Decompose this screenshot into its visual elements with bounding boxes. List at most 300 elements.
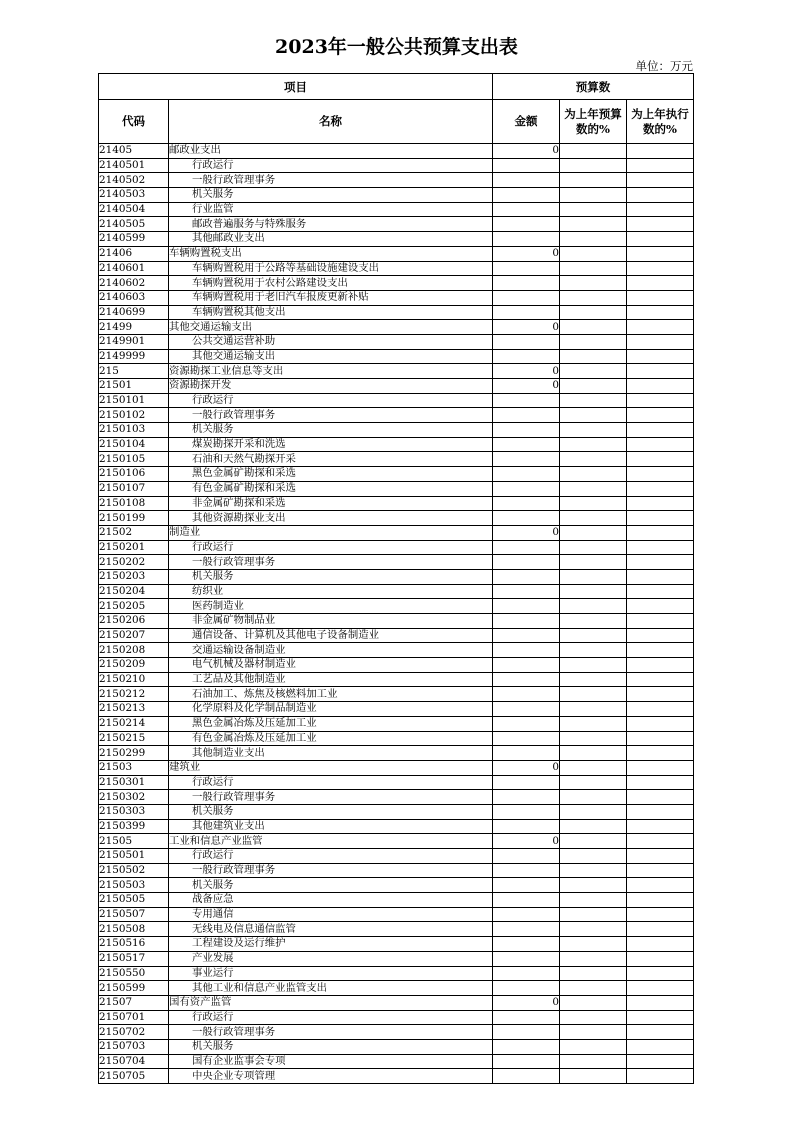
table-row	[99, 981, 694, 996]
row-amount: 0	[493, 246, 560, 261]
row-code: 2150702	[99, 1025, 169, 1040]
row-code: 2150503	[99, 878, 169, 893]
row-amount	[493, 158, 560, 173]
row-amount: 0	[493, 144, 560, 159]
row-name: 其他邮政业支出	[169, 232, 493, 247]
row-name: 电气机械及器材制造业	[169, 658, 493, 673]
row-pct-prev-exec	[627, 966, 694, 981]
row-name: 行政运行	[169, 540, 493, 555]
row-pct-prev-budget	[560, 217, 627, 232]
row-pct-prev-budget	[560, 305, 627, 320]
row-amount	[493, 893, 560, 908]
row-pct-prev-budget	[560, 614, 627, 629]
row-name: 机关服务	[169, 423, 493, 438]
row-amount	[493, 217, 560, 232]
table-row	[99, 511, 694, 526]
row-pct-prev-budget	[560, 658, 627, 673]
row-amount	[493, 496, 560, 511]
row-pct-prev-budget	[560, 202, 627, 217]
row-code: 2150107	[99, 481, 169, 496]
row-pct-prev-exec	[627, 276, 694, 291]
row-name: 其他建筑业支出	[169, 819, 493, 834]
row-pct-prev-exec	[627, 423, 694, 438]
row-name: 车辆购置税其他支出	[169, 305, 493, 320]
table-row	[99, 922, 694, 937]
row-name: 资源勘探开发	[169, 379, 493, 394]
row-pct-prev-budget	[560, 408, 627, 423]
table-row	[99, 628, 694, 643]
row-pct-prev-budget	[560, 878, 627, 893]
row-code: 2140699	[99, 305, 169, 320]
row-name: 车辆购置税用于农村公路建设支出	[169, 276, 493, 291]
row-name: 建筑业	[169, 760, 493, 775]
row-pct-prev-budget	[560, 364, 627, 379]
row-pct-prev-budget	[560, 290, 627, 305]
row-pct-prev-budget	[560, 173, 627, 188]
row-name: 行政运行	[169, 775, 493, 790]
row-code: 2150303	[99, 804, 169, 819]
row-name: 无线电及信息通信监管	[169, 922, 493, 937]
row-pct-prev-exec	[627, 452, 694, 467]
row-pct-prev-exec	[627, 364, 694, 379]
row-pct-prev-exec	[627, 716, 694, 731]
row-amount	[493, 540, 560, 555]
row-name: 一般行政管理事务	[169, 863, 493, 878]
header-pct-prev-exec	[627, 100, 694, 144]
row-code: 2150203	[99, 569, 169, 584]
row-name: 其他工业和信息产业监管支出	[169, 981, 493, 996]
row-name: 工程建设及运行维护	[169, 937, 493, 952]
header-code: 代码	[99, 100, 169, 144]
row-pct-prev-exec	[627, 672, 694, 687]
table-row	[99, 863, 694, 878]
table-row	[99, 555, 694, 570]
row-pct-prev-budget	[560, 188, 627, 203]
row-code: 2150208	[99, 643, 169, 658]
header-pct-prev-exec-text: 为上年执行数的%	[631, 106, 689, 136]
row-pct-prev-budget	[560, 232, 627, 247]
row-pct-prev-budget	[560, 775, 627, 790]
table-row	[99, 423, 694, 438]
row-pct-prev-exec	[627, 1010, 694, 1025]
row-amount	[493, 452, 560, 467]
table-row	[99, 144, 694, 159]
row-code: 2150299	[99, 746, 169, 761]
row-name: 其他交通运输支出	[169, 349, 493, 364]
row-code: 2150105	[99, 452, 169, 467]
row-pct-prev-budget	[560, 144, 627, 159]
row-code: 21499	[99, 320, 169, 335]
row-name: 车辆购置税支出	[169, 246, 493, 261]
row-code: 2150207	[99, 628, 169, 643]
row-pct-prev-budget	[560, 702, 627, 717]
table-row	[99, 951, 694, 966]
row-pct-prev-budget	[560, 643, 627, 658]
row-pct-prev-budget	[560, 540, 627, 555]
row-code: 2150205	[99, 599, 169, 614]
row-pct-prev-exec	[627, 614, 694, 629]
row-name: 工业和信息产业监管	[169, 834, 493, 849]
row-amount	[493, 672, 560, 687]
row-amount	[493, 232, 560, 247]
table-row	[99, 540, 694, 555]
table-row	[99, 702, 694, 717]
row-pct-prev-exec	[627, 290, 694, 305]
header-pct-prev-budget	[560, 100, 627, 144]
row-amount	[493, 481, 560, 496]
row-pct-prev-exec	[627, 1054, 694, 1069]
row-code: 2150399	[99, 819, 169, 834]
row-pct-prev-exec	[627, 188, 694, 203]
row-amount	[493, 746, 560, 761]
table-row	[99, 261, 694, 276]
row-pct-prev-budget	[560, 481, 627, 496]
row-amount: 0	[493, 379, 560, 394]
row-amount	[493, 775, 560, 790]
row-amount	[493, 334, 560, 349]
row-amount	[493, 1054, 560, 1069]
row-code: 2140601	[99, 261, 169, 276]
row-code: 21502	[99, 525, 169, 540]
row-pct-prev-exec	[627, 334, 694, 349]
row-name: 有色金属矿勘探和采选	[169, 481, 493, 496]
table-row	[99, 878, 694, 893]
row-amount: 0	[493, 320, 560, 335]
row-pct-prev-exec	[627, 202, 694, 217]
row-amount	[493, 437, 560, 452]
table-row	[99, 760, 694, 775]
row-name: 非金属矿勘探和采选	[169, 496, 493, 511]
table-row	[99, 804, 694, 819]
row-pct-prev-exec	[627, 760, 694, 775]
row-amount	[493, 731, 560, 746]
row-pct-prev-budget	[560, 437, 627, 452]
row-code: 2150705	[99, 1069, 169, 1084]
row-code: 21501	[99, 379, 169, 394]
row-name: 有色金属冶炼及压延加工业	[169, 731, 493, 746]
row-amount	[493, 555, 560, 570]
row-pct-prev-budget	[560, 276, 627, 291]
row-amount	[493, 1025, 560, 1040]
row-name: 车辆购置税用于老旧汽车报废更新补贴	[169, 290, 493, 305]
header-amount: 金额	[493, 100, 560, 144]
row-amount	[493, 188, 560, 203]
table-row	[99, 716, 694, 731]
table-row	[99, 775, 694, 790]
row-pct-prev-exec	[627, 775, 694, 790]
row-pct-prev-exec	[627, 599, 694, 614]
row-amount	[493, 790, 560, 805]
row-pct-prev-budget	[560, 158, 627, 173]
table-row	[99, 819, 694, 834]
row-name: 资源勘探工业信息等支出	[169, 364, 493, 379]
header-budget: 预算数	[493, 74, 694, 100]
table-row	[99, 746, 694, 761]
row-pct-prev-budget	[560, 334, 627, 349]
row-amount	[493, 951, 560, 966]
row-pct-prev-exec	[627, 217, 694, 232]
row-pct-prev-exec	[627, 320, 694, 335]
row-code: 2140502	[99, 173, 169, 188]
header-name: 名称	[169, 100, 493, 144]
row-pct-prev-exec	[627, 702, 694, 717]
table-row	[99, 1054, 694, 1069]
table-row	[99, 173, 694, 188]
row-code: 2150201	[99, 540, 169, 555]
row-code: 2150302	[99, 790, 169, 805]
row-amount: 0	[493, 364, 560, 379]
row-code: 2150209	[99, 658, 169, 673]
row-pct-prev-budget	[560, 628, 627, 643]
row-code: 2149901	[99, 334, 169, 349]
row-pct-prev-budget	[560, 599, 627, 614]
row-code: 2150202	[99, 555, 169, 570]
row-pct-prev-budget	[560, 995, 627, 1010]
row-amount	[493, 614, 560, 629]
row-name: 行政运行	[169, 393, 493, 408]
table-row	[99, 525, 694, 540]
row-pct-prev-budget	[560, 467, 627, 482]
row-pct-prev-budget	[560, 246, 627, 261]
row-name: 产业发展	[169, 951, 493, 966]
row-name: 车辆购置税用于公路等基础设施建设支出	[169, 261, 493, 276]
row-code: 2140505	[99, 217, 169, 232]
row-amount	[493, 849, 560, 864]
row-pct-prev-budget	[560, 834, 627, 849]
row-pct-prev-exec	[627, 995, 694, 1010]
row-name: 一般行政管理事务	[169, 790, 493, 805]
row-name: 化学原料及化学制品制造业	[169, 702, 493, 717]
row-name: 战备应急	[169, 893, 493, 908]
row-pct-prev-exec	[627, 584, 694, 599]
row-amount	[493, 393, 560, 408]
row-name: 邮政普遍服务与特殊服务	[169, 217, 493, 232]
row-code: 2150215	[99, 731, 169, 746]
row-amount	[493, 716, 560, 731]
row-pct-prev-budget	[560, 320, 627, 335]
row-name: 一般行政管理事务	[169, 408, 493, 423]
row-code: 2150704	[99, 1054, 169, 1069]
row-code: 2150508	[99, 922, 169, 937]
table-row	[99, 1069, 694, 1084]
row-pct-prev-exec	[627, 628, 694, 643]
row-pct-prev-exec	[627, 525, 694, 540]
row-code: 2150516	[99, 937, 169, 952]
table-row	[99, 467, 694, 482]
row-amount	[493, 305, 560, 320]
row-amount: 0	[493, 834, 560, 849]
row-pct-prev-budget	[560, 569, 627, 584]
row-code: 2150106	[99, 467, 169, 482]
row-amount	[493, 878, 560, 893]
row-name: 机关服务	[169, 878, 493, 893]
row-code: 2150599	[99, 981, 169, 996]
row-amount	[493, 702, 560, 717]
row-pct-prev-exec	[627, 1025, 694, 1040]
row-pct-prev-exec	[627, 540, 694, 555]
row-pct-prev-budget	[560, 555, 627, 570]
row-pct-prev-exec	[627, 893, 694, 908]
row-amount	[493, 467, 560, 482]
row-amount	[493, 584, 560, 599]
table-row	[99, 1010, 694, 1025]
row-amount	[493, 981, 560, 996]
table-row	[99, 158, 694, 173]
row-code: 2150210	[99, 672, 169, 687]
table-row	[99, 290, 694, 305]
row-pct-prev-exec	[627, 922, 694, 937]
row-code: 21405	[99, 144, 169, 159]
row-pct-prev-exec	[627, 981, 694, 996]
row-pct-prev-exec	[627, 849, 694, 864]
row-code: 2150301	[99, 775, 169, 790]
row-pct-prev-budget	[560, 922, 627, 937]
row-name: 邮政业支出	[169, 144, 493, 159]
row-pct-prev-exec	[627, 658, 694, 673]
row-pct-prev-exec	[627, 481, 694, 496]
row-name: 机关服务	[169, 569, 493, 584]
row-name: 国有企业监事会专项	[169, 1054, 493, 1069]
row-amount	[493, 628, 560, 643]
row-code: 2150108	[99, 496, 169, 511]
row-name: 公共交通运营补助	[169, 334, 493, 349]
row-pct-prev-budget	[560, 966, 627, 981]
row-name: 石油和天然气勘探开采	[169, 452, 493, 467]
header-pct-prev-budget-text: 为上年预算数的%	[564, 106, 622, 136]
row-pct-prev-budget	[560, 496, 627, 511]
table-row	[99, 364, 694, 379]
table-row	[99, 232, 694, 247]
row-code: 21505	[99, 834, 169, 849]
row-pct-prev-budget	[560, 349, 627, 364]
row-pct-prev-exec	[627, 393, 694, 408]
row-name: 通信设备、计算机及其他电子设备制造业	[169, 628, 493, 643]
row-amount	[493, 511, 560, 526]
row-amount	[493, 863, 560, 878]
row-code: 2150206	[99, 614, 169, 629]
row-name: 事业运行	[169, 966, 493, 981]
table-row	[99, 202, 694, 217]
row-pct-prev-exec	[627, 379, 694, 394]
row-pct-prev-budget	[560, 379, 627, 394]
table-row	[99, 320, 694, 335]
row-pct-prev-exec	[627, 804, 694, 819]
row-name: 行业监管	[169, 202, 493, 217]
row-name: 国有资产监管	[169, 995, 493, 1010]
row-pct-prev-exec	[627, 907, 694, 922]
row-code: 2150204	[99, 584, 169, 599]
row-code: 2140602	[99, 276, 169, 291]
row-code: 2150213	[99, 702, 169, 717]
table-row	[99, 907, 694, 922]
row-code: 2150214	[99, 716, 169, 731]
row-name: 行政运行	[169, 849, 493, 864]
row-pct-prev-exec	[627, 437, 694, 452]
table-row	[99, 966, 694, 981]
row-pct-prev-budget	[560, 511, 627, 526]
row-pct-prev-budget	[560, 849, 627, 864]
row-name: 其他资源勘探业支出	[169, 511, 493, 526]
row-pct-prev-exec	[627, 878, 694, 893]
row-amount	[493, 569, 560, 584]
budget-table	[98, 73, 694, 1084]
row-name: 机关服务	[169, 1039, 493, 1054]
table-row	[99, 246, 694, 261]
row-pct-prev-exec	[627, 1039, 694, 1054]
row-name: 行政运行	[169, 158, 493, 173]
row-code: 2150103	[99, 423, 169, 438]
row-pct-prev-exec	[627, 144, 694, 159]
row-pct-prev-budget	[560, 687, 627, 702]
row-amount	[493, 922, 560, 937]
row-pct-prev-budget	[560, 790, 627, 805]
table-row	[99, 937, 694, 952]
row-pct-prev-exec	[627, 687, 694, 702]
row-code: 2140504	[99, 202, 169, 217]
table-row	[99, 643, 694, 658]
row-pct-prev-budget	[560, 1010, 627, 1025]
row-code: 2150102	[99, 408, 169, 423]
row-pct-prev-budget	[560, 1025, 627, 1040]
row-amount	[493, 1010, 560, 1025]
row-amount: 0	[493, 760, 560, 775]
row-code: 2150502	[99, 863, 169, 878]
row-amount	[493, 819, 560, 834]
row-amount	[493, 173, 560, 188]
table-row	[99, 995, 694, 1010]
row-pct-prev-exec	[627, 819, 694, 834]
row-pct-prev-budget	[560, 525, 627, 540]
row-pct-prev-exec	[627, 790, 694, 805]
row-pct-prev-budget	[560, 1054, 627, 1069]
row-pct-prev-budget	[560, 423, 627, 438]
table-row	[99, 672, 694, 687]
row-pct-prev-exec	[627, 746, 694, 761]
row-pct-prev-exec	[627, 731, 694, 746]
row-amount	[493, 658, 560, 673]
row-pct-prev-exec	[627, 305, 694, 320]
table-row	[99, 496, 694, 511]
row-code: 2150101	[99, 393, 169, 408]
table-row	[99, 379, 694, 394]
table-row	[99, 1025, 694, 1040]
table-row	[99, 599, 694, 614]
table-row	[99, 452, 694, 467]
row-code: 2150703	[99, 1039, 169, 1054]
row-pct-prev-exec	[627, 555, 694, 570]
table-row	[99, 849, 694, 864]
table-row	[99, 687, 694, 702]
table-row	[99, 481, 694, 496]
row-name: 制造业	[169, 525, 493, 540]
row-pct-prev-exec	[627, 937, 694, 952]
row-pct-prev-budget	[560, 760, 627, 775]
row-amount	[493, 349, 560, 364]
row-pct-prev-budget	[560, 804, 627, 819]
row-code: 2150701	[99, 1010, 169, 1025]
row-amount	[493, 599, 560, 614]
row-name: 行政运行	[169, 1010, 493, 1025]
row-amount	[493, 408, 560, 423]
row-name: 机关服务	[169, 188, 493, 203]
row-code: 215	[99, 364, 169, 379]
row-pct-prev-exec	[627, 511, 694, 526]
table-row	[99, 437, 694, 452]
table-row	[99, 276, 694, 291]
row-name: 石油加工、炼焦及核燃料加工业	[169, 687, 493, 702]
row-pct-prev-budget	[560, 1069, 627, 1084]
row-amount	[493, 643, 560, 658]
